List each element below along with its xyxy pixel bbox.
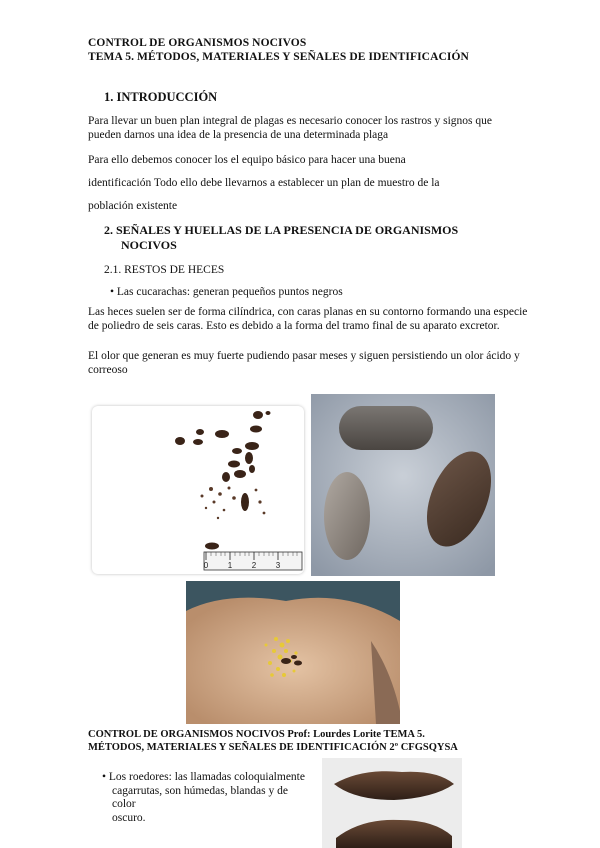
palm-droppings-illustration (186, 581, 400, 724)
rodent-droppings-illustration (322, 758, 462, 848)
rodents-line-2: cagarrutas, son húmedas, blandas y de (112, 784, 288, 797)
rodents-line-1: • Los roedores: las llamadas coloquialmente (102, 771, 305, 783)
rodents-bullet (102, 771, 322, 825)
feces-odor-description: El olor que generan es muy fuerte pudiendo pasar meses y siguen persistiendo un olor ácido y correoso (88, 350, 520, 376)
ruler (204, 552, 302, 570)
section-2-title-line-2: NOCIVOS (121, 237, 177, 252)
intro-paragraph-1: Para llevar un buen plan integral de plagas es necesario conocer los rastros y signos que pueden darnos una idea de la presencia de una determinada plaga (88, 115, 492, 141)
cockroach-droppings-illustration (92, 406, 304, 574)
feces-description: Las heces suelen ser de forma cilíndrica, con caras planas en su contorno formando una especie de poliedro de seis caras. Esto es debido a la forma del tramo final de su aparato excretor. (88, 306, 528, 332)
subsection-2-1-title: 2.1. RESTOS DE HECES (104, 264, 225, 276)
ruler-label-0: 0 (203, 561, 209, 570)
ruler-label-2: 2 (251, 561, 257, 570)
cockroach-bullet (110, 286, 343, 298)
cockroach-bullet-text: Las cucarachas: generan pequeños puntos negros (116, 286, 343, 298)
rodent-droppings-photo (322, 758, 462, 848)
palm-droppings-photo (186, 581, 400, 724)
large-droppings-photo (311, 394, 495, 576)
intro-paragraph-2: Para ello debemos conocer los el equipo básico para hacer una buena (88, 154, 406, 166)
footer-line-1: CONTROL DE ORGANISMOS NOCIVOS Prof: Lourdes Lorite TEMA 5. (88, 729, 425, 740)
intro-paragraph-4: población existente (88, 200, 178, 212)
section-2-title-line-1: 2. SEÑALES Y HUELLAS DE LA PRESENCIA DE ORGANISMOS (104, 223, 459, 237)
ruler-label-3: 3 (275, 561, 281, 570)
intro-paragraph-3: identificación Todo ello debe llevarnos a establecer un plan de muestro de la (88, 177, 440, 189)
ruler-label-1: 1 (227, 561, 233, 570)
cockroach-droppings-photo (92, 406, 304, 574)
rodents-line-4: oscuro. (112, 811, 146, 824)
bullet-dot: • (110, 286, 117, 298)
large-droppings-illustration (311, 394, 495, 576)
rodents-line-3: color (112, 798, 136, 810)
page-footer-header (88, 728, 528, 754)
section-2-title (104, 223, 484, 252)
header-line-1: CONTROL DE ORGANISMOS NOCIVOS (88, 37, 307, 49)
header-line-2: TEMA 5. MÉTODOS, MATERIALES Y SEÑALES DE IDENTIFICACIÓN (88, 51, 469, 63)
footer-line-2: MÉTODOS, MATERIALES Y SEÑALES DE IDENTIFICACIÓN 2º CFGSQYSA (88, 742, 458, 753)
document-header (88, 36, 469, 64)
section-1-title: 1. INTRODUCCIÓN (104, 90, 218, 104)
